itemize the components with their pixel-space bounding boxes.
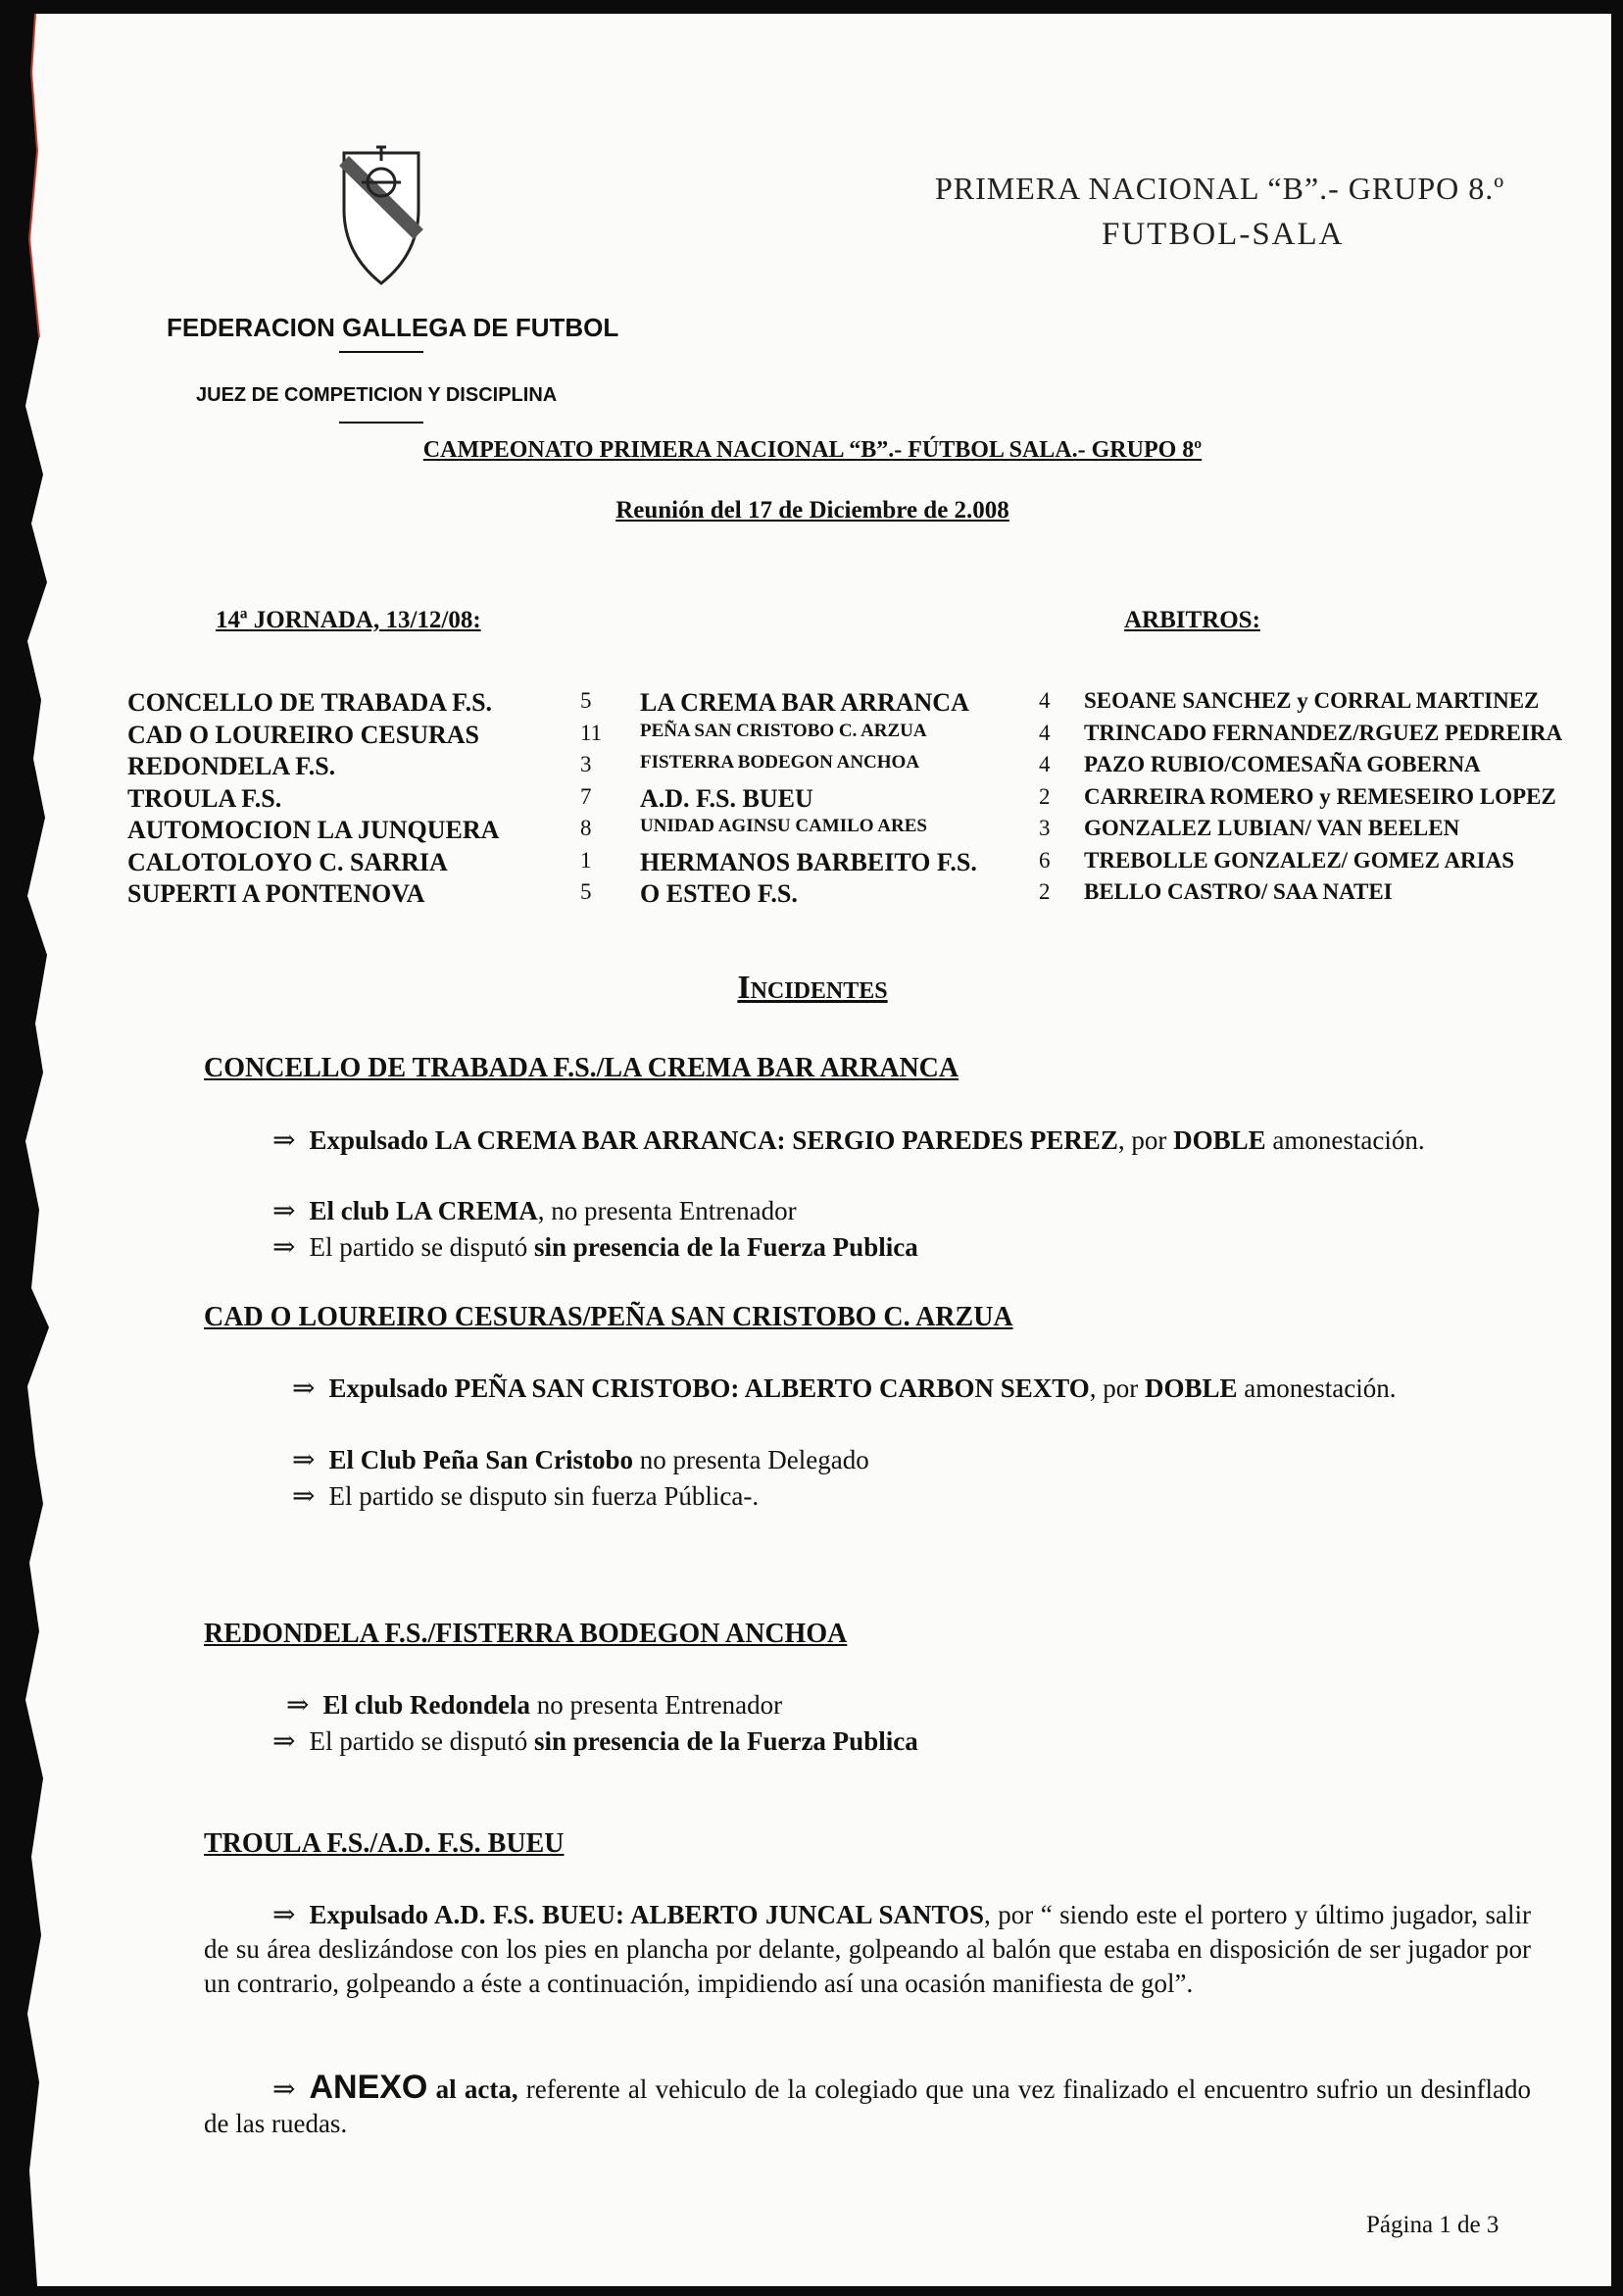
arrow-icon: ⇒ — [292, 1445, 316, 1475]
incident-text: El partido se disputó — [309, 1232, 534, 1262]
referees: PAZO RUBIO/COMESAÑA GOBERNA — [1084, 752, 1481, 776]
incident-text: no presenta Entrenador — [530, 1690, 783, 1720]
arrow-icon: ⇒ — [272, 1196, 296, 1226]
incident-text-bold: sin presencia de la Fuerza Publica — [533, 1726, 918, 1756]
incident-text-bold: sin presencia de la Fuerza Publica — [533, 1232, 918, 1262]
incident-match-title: CONCELLO DE TRABADA F.S./LA CREMA BAR ARRANCA — [204, 1053, 959, 1083]
incident-text-bold: DOBLE — [1145, 1373, 1238, 1403]
header-competition — [935, 171, 1611, 253]
home-score: 8 — [580, 816, 592, 840]
away-team: LA CREMA BAR ARRANCA — [640, 688, 969, 717]
arrow-icon: ⇒ — [292, 1481, 316, 1512]
home-score: 5 — [580, 688, 592, 713]
referees: GONZALEZ LUBIAN/ VAN BEELEN — [1084, 816, 1460, 840]
incident-text-bold: DOBLE — [1173, 1125, 1266, 1155]
incident-text-bold: Expulsado PEÑA SAN CRISTOBO: ALBERTO CARBON SEXTO — [328, 1373, 1090, 1403]
incidents-title: Incidentes — [737, 970, 888, 1006]
arrow-icon: ⇒ — [272, 1726, 296, 1757]
home-team: CONCELLO DE TRABADA F.S. — [127, 688, 493, 717]
referees: BELLO CASTRO/ SAA NATEI — [1084, 879, 1393, 904]
home-team: TROULA F.S. — [127, 783, 282, 813]
away-score: 2 — [1039, 879, 1051, 904]
away-team: UNIDAD AGINSU CAMILO ARES — [640, 816, 927, 836]
home-team: CAD O LOUREIRO CESURAS — [127, 720, 479, 749]
incident-text: , por — [1089, 1373, 1146, 1403]
home-score: 3 — [580, 752, 592, 776]
incident-paragraph — [272, 1194, 797, 1228]
incident-paragraph — [204, 2071, 1531, 2141]
home-score: 5 — [580, 879, 592, 904]
arrow-icon: ⇒ — [272, 2074, 296, 2105]
referees: CARREIRA ROMERO y REMESEIRO LOPEZ — [1084, 783, 1556, 809]
referees: SEOANE SANCHEZ y CORRAL MARTINEZ — [1084, 688, 1540, 713]
away-team: HERMANOS BARBEITO F.S. — [640, 847, 977, 876]
incident-text: amonestación. — [1265, 1125, 1425, 1155]
arrow-icon: ⇒ — [272, 1232, 296, 1263]
judge-title: JUEZ DE COMPETICION Y DISCIPLINA — [196, 384, 558, 406]
arrow-icon: ⇒ — [272, 1900, 296, 1930]
arrow-icon: ⇒ — [272, 1125, 296, 1156]
incident-text-bold: El club LA CREMA — [309, 1196, 538, 1225]
incident-text: , no presenta Entrenador — [537, 1196, 797, 1225]
incident-text: El partido se disputó — [309, 1726, 534, 1756]
incident-text: amonestación. — [1237, 1373, 1397, 1403]
away-team: O ESTEO F.S. — [640, 879, 798, 908]
referees: TRINCADO FERNANDEZ/RGUEZ PEDREIRA — [1084, 720, 1563, 745]
incident-paragraph — [272, 1230, 918, 1265]
championship-title: CAMPEONATO PRIMERA NACIONAL “B”.- FÚTBOL SALA.- GRUPO 8º — [422, 437, 1203, 463]
incident-match-title: CAD O LOUREIRO CESURAS/PEÑA SAN CRISTOBO C. ARZUA — [204, 1302, 1013, 1332]
incident-paragraph — [286, 1688, 782, 1722]
document-page — [14, 14, 1611, 2286]
home-team: SUPERTI A PONTENOVA — [127, 879, 425, 908]
home-score: 7 — [580, 783, 592, 809]
header-line-2: FUTBOL-SALA — [1102, 217, 1345, 252]
anexo-label: ANEXO — [309, 2069, 428, 2106]
divider — [339, 351, 423, 353]
page-number: Página 1 de 3 — [1366, 2212, 1500, 2238]
torn-edge — [14, 14, 73, 2286]
home-score: 1 — [580, 847, 592, 873]
incident-text-bold: El club Redondela — [322, 1690, 531, 1720]
federation-shield-logo — [332, 141, 430, 288]
incident-paragraph — [204, 1123, 1531, 1158]
incident-match-title: TROULA F.S./A.D. F.S. BUEU — [204, 1828, 565, 1859]
away-score: 4 — [1039, 688, 1051, 713]
incident-text: referente al vehiculo de la colegiado que una vez finalizado el encuentro sufrio un desinflado de las ruedas. — [204, 2074, 1531, 2138]
away-team: A.D. F.S. BUEU — [640, 783, 813, 813]
arrow-icon: ⇒ — [292, 1373, 316, 1404]
incident-paragraph — [204, 1898, 1531, 2001]
incident-text: , por “ siendo este el portero y último jugador, salir de su área deslizándose con los pies en plancha por delante, golpeando al balón que estaba en disposición de ser jugador por un contrario, golpeando a éste a continuación, impidiendo así una ocasión manifiesta de gol”. — [204, 1900, 1531, 1998]
header-line-1: PRIMERA NACIONAL “B”.- GRUPO 8.º — [935, 171, 1505, 206]
away-score: 6 — [1039, 847, 1051, 873]
incident-paragraph — [272, 1724, 918, 1759]
incident-text: El partido se disputo sin fuerza Pública-. — [328, 1481, 760, 1511]
incident-text-bold: El Club Peña San Cristobo — [328, 1445, 634, 1474]
referees-heading: ARBITROS: — [1124, 607, 1260, 633]
referees: TREBOLLE GONZALEZ/ GOMEZ ARIAS — [1084, 847, 1515, 873]
home-team: AUTOMOCION LA JUNQUERA — [127, 816, 500, 844]
home-team: REDONDELA F.S. — [127, 752, 336, 780]
incident-text-bold: al acta, — [427, 2074, 518, 2104]
incident-text: , por — [1117, 1125, 1174, 1155]
away-team: FISTERRA BODEGON ANCHOA — [640, 752, 920, 773]
federation-name: FEDERACION GALLEGA DE FUTBOL — [167, 313, 619, 342]
incident-paragraph — [292, 1479, 759, 1514]
jornada-heading: 14ª JORNADA, 13/12/08: — [216, 607, 481, 633]
incident-text-bold: Expulsado LA CREMA BAR ARRANCA: SERGIO PAREDES PEREZ — [309, 1125, 1118, 1155]
divider — [339, 422, 423, 424]
home-team: CALOTOLOYO C. SARRIA — [127, 847, 448, 876]
incident-paragraph — [223, 1372, 1531, 1406]
incident-paragraph — [292, 1443, 869, 1477]
arrow-icon: ⇒ — [286, 1690, 310, 1721]
away-score: 4 — [1039, 752, 1051, 776]
away-score: 3 — [1039, 816, 1051, 840]
home-score: 11 — [580, 720, 603, 745]
away-score: 4 — [1039, 720, 1051, 745]
incident-match-title: REDONDELA F.S./FISTERRA BODEGON ANCHOA — [204, 1619, 848, 1649]
incident-text: no presenta Delegado — [633, 1445, 869, 1474]
away-score: 2 — [1039, 783, 1051, 809]
meeting-date: Reunión del 17 de Diciembre de 2.008 — [615, 497, 1009, 524]
incident-text-bold: Expulsado A.D. F.S. BUEU: ALBERTO JUNCAL SANTOS — [309, 1900, 985, 1929]
away-team: PEÑA SAN CRISTOBO C. ARZUA — [640, 720, 927, 741]
